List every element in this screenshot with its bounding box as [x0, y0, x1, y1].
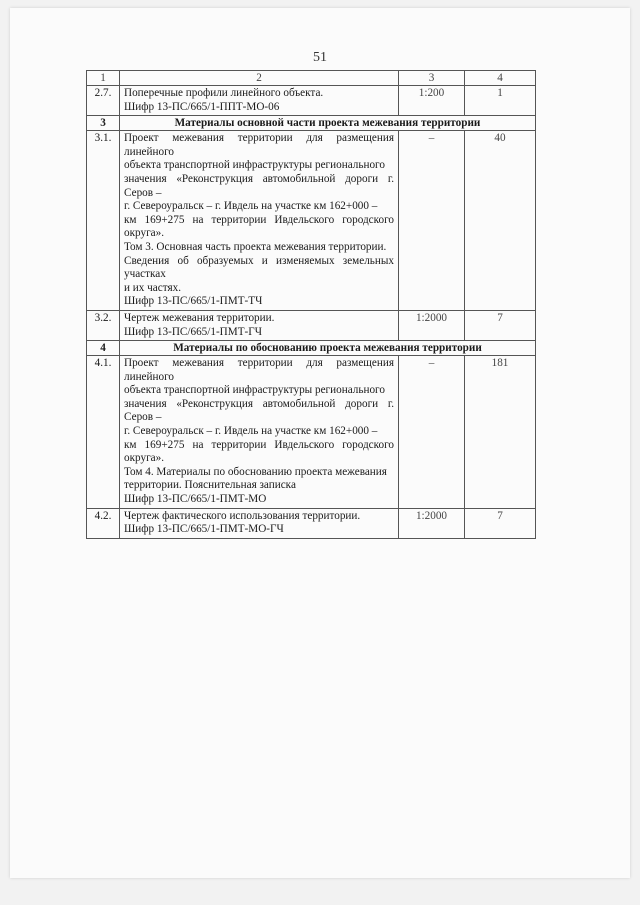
item-number: 4.2.	[87, 508, 120, 538]
item-description-line: Чертеж фактического использования территории.	[124, 509, 361, 522]
item-sheets: 7	[465, 310, 536, 340]
table-row	[87, 356, 536, 509]
item-sheets: 1	[465, 86, 536, 116]
item-description	[120, 508, 399, 538]
item-sheets: 181	[465, 356, 536, 509]
section-title: Материалы по обоснованию проекта межевания территории	[120, 341, 536, 356]
item-scale: –	[399, 131, 465, 311]
item-description-line: Том 4. Материалы по обоснованию проекта межевания	[124, 465, 387, 478]
item-scale: –	[399, 356, 465, 509]
document-page	[10, 8, 630, 878]
header-col-4: 4	[465, 71, 536, 86]
item-cipher: Шифр 13-ПС/665/1-ПМТ-ГЧ	[124, 325, 263, 338]
item-description-line: объекта транспортной инфраструктуры регионального	[124, 159, 385, 172]
section-row	[87, 116, 536, 131]
item-description-line: г. Североуральск – г. Ивдель на участке км 162+000 –	[124, 200, 378, 213]
page-number: 51	[313, 50, 327, 65]
item-cipher: Шифр 13-ПС/665/1-ПМТ-МО	[124, 493, 267, 506]
item-description-line: г. Североуральск – г. Ивдель на участке км 162+000 –	[124, 425, 378, 438]
item-sheets: 40	[465, 131, 536, 311]
item-description-line: км 169+275 на территории Ивдельского городского округа».	[124, 438, 394, 465]
table-row	[87, 508, 536, 538]
section-row	[87, 341, 536, 356]
item-description-line: объекта транспортной инфраструктуры регионального	[124, 384, 385, 397]
item-description	[120, 131, 399, 311]
item-scale: 1:2000	[399, 310, 465, 340]
item-scale: 1:200	[399, 86, 465, 116]
item-description-line: Сведения об образуемых и изменяемых земельных участках	[124, 254, 394, 281]
item-cipher: Шифр 13-ПС/665/1-ППТ-МО-06	[124, 100, 280, 113]
item-description-line: Поперечные профили линейного объекта.	[124, 87, 324, 99]
item-description-line: Проект межевания территории для размещения линейного	[124, 357, 394, 383]
item-description-line: Чертеж межевания территории.	[124, 311, 275, 324]
item-scale: 1:2000	[399, 508, 465, 538]
item-number: 4.1.	[87, 356, 120, 509]
item-description-line: Проект межевания территории для размещения линейного	[124, 132, 394, 158]
item-description-line: значения «Реконструкция автомобильной дороги г. Серов –	[124, 172, 394, 199]
table-row	[87, 86, 536, 116]
item-description	[120, 356, 399, 509]
item-description	[120, 86, 399, 116]
item-number: 2.7.	[87, 86, 120, 116]
item-description-line: значения «Реконструкция автомобильной дороги г. Серов –	[124, 397, 394, 424]
section-title: Материалы основной части проекта межевания территории	[120, 116, 536, 131]
item-cipher: Шифр 13-ПС/665/1-ПМТ-ТЧ	[124, 295, 263, 308]
section-number: 3	[87, 116, 120, 131]
table-row	[87, 310, 536, 340]
item-description-line: территории. Пояснительная записка	[124, 479, 296, 492]
header-col-3: 3	[399, 71, 465, 86]
item-cipher: Шифр 13-ПС/665/1-ПМТ-МО-ГЧ	[124, 523, 284, 536]
item-description-line: и их частях.	[124, 281, 181, 294]
item-description-line: Том 3. Основная часть проекта межевания территории.	[124, 240, 387, 253]
section-number: 4	[87, 341, 120, 356]
item-description-line: км 169+275 на территории Ивдельского городского округа».	[124, 213, 394, 240]
item-number: 3.2.	[87, 310, 120, 340]
item-description	[120, 310, 399, 340]
materials-table	[86, 70, 536, 539]
header-col-1: 1	[87, 71, 120, 86]
table-row	[87, 131, 536, 311]
table-header-row	[87, 71, 536, 86]
item-sheets: 7	[465, 508, 536, 538]
item-number: 3.1.	[87, 131, 120, 311]
header-col-2: 2	[120, 71, 399, 86]
